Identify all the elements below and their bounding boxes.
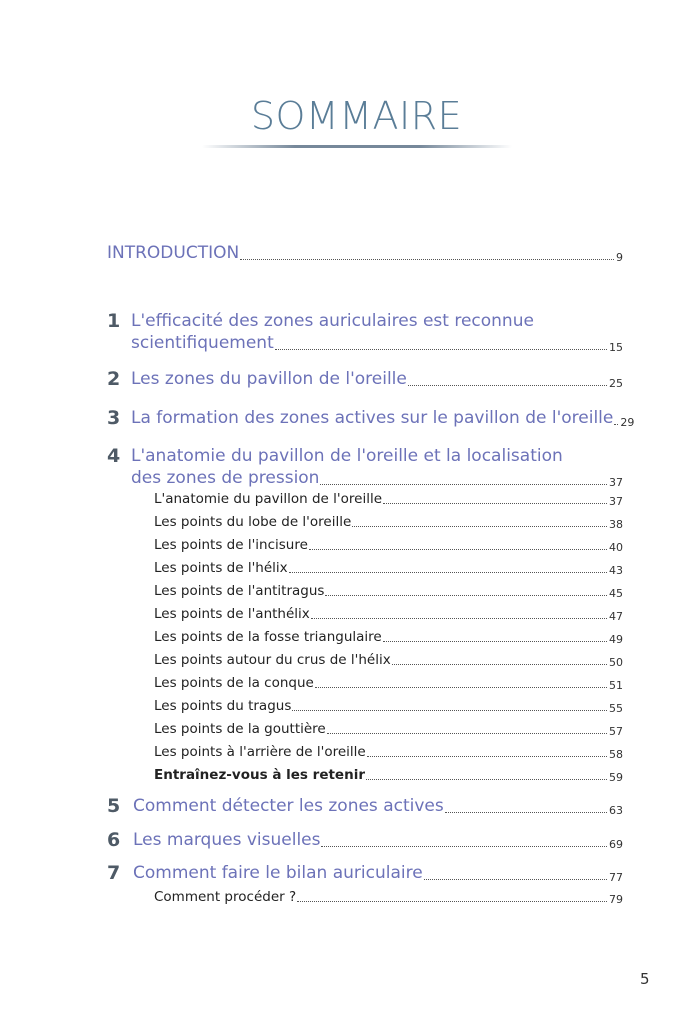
- chapter-title: La formation des zones actives sur le pavillon de l'oreille: [131, 408, 614, 428]
- dot-leader: [275, 348, 607, 350]
- toc-page-number: 38: [609, 518, 623, 531]
- toc-page-number: 9: [616, 251, 623, 264]
- chapter-title: Comment faire le bilan auriculaire: [133, 863, 423, 883]
- dot-leader: [320, 483, 607, 485]
- toc-page-number: 40: [609, 541, 623, 554]
- chapter-number: 4: [107, 445, 121, 467]
- dot-leader: [325, 594, 607, 596]
- chapter-number: 2: [107, 368, 121, 390]
- toc-page-number: 51: [609, 679, 623, 692]
- dot-leader: [408, 384, 607, 386]
- toc-section-exercise[interactable]: [154, 766, 623, 784]
- chapter-number: 5: [107, 795, 121, 817]
- toc-page-number: 43: [609, 564, 623, 577]
- toc-page-number: 59: [609, 771, 623, 784]
- toc-section[interactable]: [154, 536, 623, 554]
- toc-chapter-3[interactable]: [107, 407, 635, 429]
- dot-leader: [383, 640, 607, 642]
- chapter-title: scientifiquement: [131, 333, 274, 353]
- chapter-number: 1: [107, 310, 121, 332]
- dot-leader: [445, 811, 607, 813]
- toc-section[interactable]: [154, 513, 623, 531]
- section-title: Comment procéder ?: [154, 889, 297, 905]
- dot-leader: [292, 709, 607, 711]
- section-title: Les points du lobe de l'oreille: [154, 514, 352, 530]
- toc-page-number: 25: [609, 377, 623, 390]
- section-title: Les points de l'anthélix: [154, 606, 310, 622]
- dot-leader: [297, 900, 607, 902]
- dot-leader: [392, 663, 607, 665]
- toc-page-number: 50: [609, 656, 623, 669]
- chapter-title: Les marques visuelles: [133, 830, 321, 850]
- toc-page-number: 15: [609, 341, 623, 354]
- dot-leader: [289, 571, 607, 573]
- toc-page-number: 58: [609, 748, 623, 761]
- toc-page-number: 77: [609, 871, 623, 884]
- dot-leader: [367, 755, 607, 757]
- toc-section[interactable]: [154, 888, 623, 906]
- toc-section[interactable]: [154, 697, 623, 715]
- section-title: L'anatomie du pavillon de l'oreille: [154, 491, 382, 507]
- toc-page-number: 79: [609, 893, 623, 906]
- dot-leader: [321, 845, 607, 847]
- section-title: Les points de l'antitragus: [154, 583, 325, 599]
- toc-page-number: 45: [609, 587, 623, 600]
- toc-section[interactable]: [154, 490, 623, 508]
- toc-section[interactable]: [154, 720, 623, 738]
- toc-page-number: 55: [609, 702, 623, 715]
- title-underline: [202, 145, 512, 148]
- toc-section[interactable]: [154, 743, 623, 761]
- section-title: Les points à l'arrière de l'oreille: [154, 744, 366, 760]
- toc-section[interactable]: [154, 582, 623, 600]
- dot-leader: [311, 617, 607, 619]
- toc-page-number: 57: [609, 725, 623, 738]
- toc-page-number: 47: [609, 610, 623, 623]
- toc-entry-label: INTRODUCTION: [107, 243, 240, 263]
- section-title: Les points de la conque: [154, 675, 314, 691]
- toc-chapter-2[interactable]: [107, 368, 623, 390]
- dot-leader: [383, 502, 607, 504]
- section-title: Les points de l'incisure: [154, 537, 308, 553]
- toc-entry-introduction[interactable]: [107, 242, 623, 264]
- toc-chapter-4[interactable]: [107, 445, 623, 489]
- toc-section[interactable]: [154, 651, 623, 669]
- dot-leader: [614, 423, 618, 425]
- section-title: Les points de la fosse triangulaire: [154, 629, 382, 645]
- toc-chapter-7[interactable]: [107, 862, 623, 884]
- section-title: Les points du tragus: [154, 698, 292, 714]
- chapter-number: 3: [107, 407, 121, 429]
- toc-section[interactable]: [154, 628, 623, 646]
- dot-leader: [424, 878, 607, 880]
- toc-page-number: 37: [609, 495, 623, 508]
- section-title: Les points de la gouttière: [154, 721, 326, 737]
- dot-leader: [240, 258, 614, 260]
- toc-chapter-1[interactable]: [107, 310, 623, 354]
- dot-leader: [352, 525, 607, 527]
- section-title: Entraînez-vous à les retenir: [154, 767, 365, 783]
- toc-section[interactable]: [154, 605, 623, 623]
- toc-chapter-5[interactable]: [107, 795, 623, 817]
- toc-page-number: 69: [609, 838, 623, 851]
- dot-leader: [327, 732, 607, 734]
- toc-page-number: 29: [620, 416, 635, 429]
- section-title: Les points autour du crus de l'hélix: [154, 652, 391, 668]
- chapter-title: Les zones du pavillon de l'oreille: [131, 369, 407, 389]
- toc-page-number: 49: [609, 633, 623, 646]
- chapter-number: 7: [107, 862, 121, 884]
- section-title: Les points de l'hélix: [154, 560, 288, 576]
- page-number: 5: [640, 970, 650, 988]
- toc-chapter-6[interactable]: [107, 829, 623, 851]
- toc-page-number: 63: [609, 804, 623, 817]
- dot-leader: [366, 778, 607, 780]
- chapter-title-line1: L'efficacité des zones auriculaires est reconnue: [131, 311, 534, 331]
- toc-section[interactable]: [154, 674, 623, 692]
- dot-leader: [315, 686, 607, 688]
- dot-leader: [309, 548, 607, 550]
- toc-page-number: 37: [609, 476, 623, 489]
- chapter-title-line1: L'anatomie du pavillon de l'oreille et la localisation: [131, 446, 563, 466]
- chapter-title: Comment détecter les zones actives: [133, 796, 444, 816]
- chapter-number: 6: [107, 829, 121, 851]
- chapter-title: des zones de pression: [131, 468, 320, 488]
- toc-section[interactable]: [154, 559, 623, 577]
- page-title: SOMMAIRE: [250, 94, 463, 138]
